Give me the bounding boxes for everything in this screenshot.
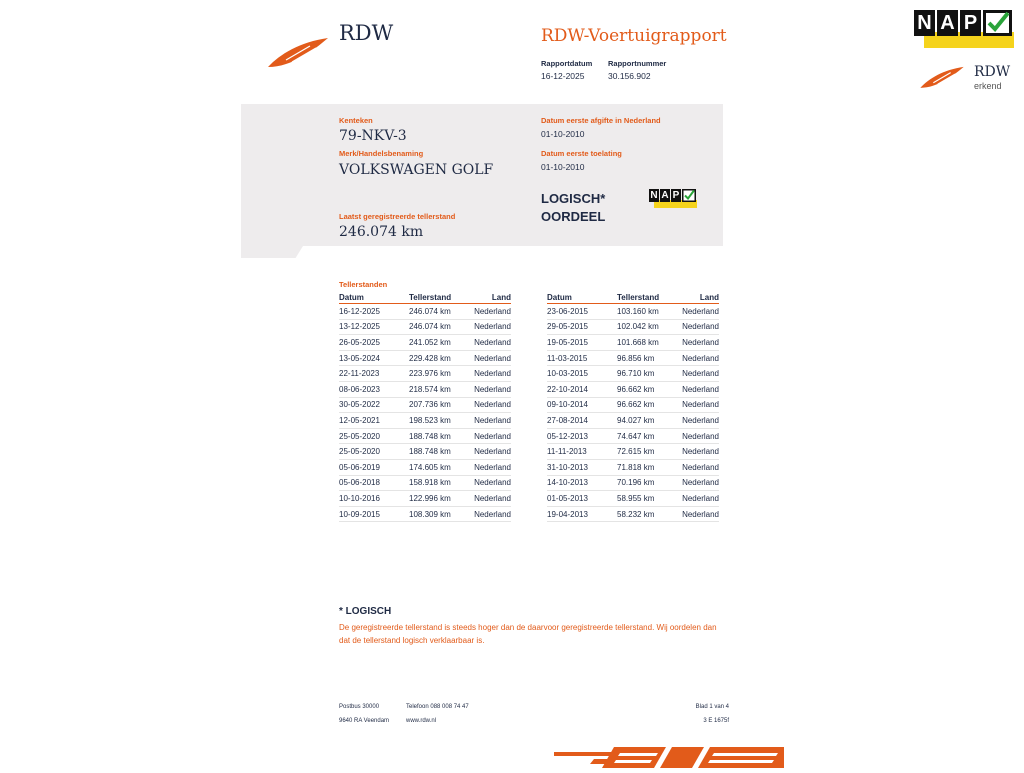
row-odometer: 218.574 km — [409, 381, 473, 397]
row-date: 13-05-2024 — [339, 350, 409, 366]
row-date: 25-05-2020 — [339, 428, 409, 444]
last-odometer-label: Laatst geregistreerde tellerstand — [339, 212, 456, 221]
row-date: 19-05-2015 — [547, 335, 617, 351]
row-odometer: 96.662 km — [617, 381, 681, 397]
row-country: Nederland — [473, 475, 511, 491]
row-country: Nederland — [473, 444, 511, 460]
nap-small-letter-n: N — [650, 190, 658, 201]
table-row — [339, 381, 511, 397]
table-row — [547, 350, 719, 366]
row-odometer: 246.074 km — [409, 304, 473, 320]
table-row — [547, 366, 719, 382]
odometer-table-right-header — [547, 292, 719, 304]
row-odometer: 58.232 km — [617, 506, 681, 522]
first-admission-value: 01-10-2010 — [541, 162, 585, 172]
row-odometer: 122.996 km — [409, 491, 473, 507]
nap-letter-n: N — [914, 10, 935, 36]
table-row — [339, 304, 511, 320]
row-odometer: 70.196 km — [617, 475, 681, 491]
row-date: 12-05-2021 — [339, 413, 409, 429]
row-country: Nederland — [681, 428, 719, 444]
col-land: Land — [473, 292, 511, 304]
row-country: Nederland — [473, 413, 511, 429]
row-country: Nederland — [681, 304, 719, 320]
footer-page: Blad 1 van 4 — [695, 704, 729, 710]
row-country: Nederland — [681, 350, 719, 366]
footer-decoration — [554, 747, 784, 768]
first-issue-nl-label: Datum eerste afgifte in Nederland — [541, 116, 661, 125]
row-date: 31-10-2013 — [547, 459, 617, 475]
row-odometer: 188.748 km — [409, 428, 473, 444]
row-date: 13-12-2025 — [339, 319, 409, 335]
row-date: 05-06-2019 — [339, 459, 409, 475]
last-odometer-value: 246.074 km — [339, 224, 424, 240]
row-country: Nederland — [473, 366, 511, 382]
row-date: 29-05-2015 — [547, 319, 617, 335]
row-date: 23-06-2015 — [547, 304, 617, 320]
plate-value: 79-NKV-3 — [339, 128, 407, 144]
table-row — [547, 506, 719, 522]
row-odometer: 74.647 km — [617, 428, 681, 444]
row-odometer: 246.074 km — [409, 319, 473, 335]
vehicle-info-band-tab — [241, 246, 303, 258]
report-number: 30.156.902 — [608, 71, 651, 81]
table-row — [547, 428, 719, 444]
row-date: 16-12-2025 — [339, 304, 409, 320]
first-admission-label: Datum eerste toelating — [541, 149, 622, 158]
odometer-table-left-header — [339, 292, 511, 304]
row-odometer: 103.160 km — [617, 304, 681, 320]
table-row — [339, 506, 511, 522]
row-odometer: 229.428 km — [409, 350, 473, 366]
footnote-title: * LOGISCH — [339, 606, 392, 617]
plate-label: Kenteken — [339, 116, 373, 125]
nap-letter-a: A — [937, 10, 958, 36]
row-odometer: 223.976 km — [409, 366, 473, 382]
table-row — [547, 475, 719, 491]
row-date: 30-05-2022 — [339, 397, 409, 413]
odometer-table-right-body — [547, 304, 719, 522]
table-row — [339, 350, 511, 366]
table-row — [339, 335, 511, 351]
rdw-erkend-logo — [918, 62, 1018, 92]
odometer-table-left-body — [339, 304, 511, 522]
row-date: 05-06-2018 — [339, 475, 409, 491]
row-country: Nederland — [473, 428, 511, 444]
row-country: Nederland — [473, 491, 511, 507]
row-odometer: 108.309 km — [409, 506, 473, 522]
nap-small-letter-p: P — [672, 190, 680, 201]
table-row — [547, 459, 719, 475]
row-odometer: 207.736 km — [409, 397, 473, 413]
row-date: 25-05-2020 — [339, 444, 409, 460]
make-label: Merk/Handelsbenaming — [339, 149, 424, 158]
verdict-line1: LOGISCH* — [541, 191, 606, 206]
row-date: 27-08-2014 — [547, 413, 617, 429]
row-odometer: 96.856 km — [617, 350, 681, 366]
table-row — [339, 397, 511, 413]
row-odometer: 188.748 km — [409, 444, 473, 460]
row-country: Nederland — [681, 444, 719, 460]
table-row — [339, 459, 511, 475]
col-datum: Datum — [339, 292, 409, 304]
row-odometer: 241.052 km — [409, 335, 473, 351]
row-country: Nederland — [473, 397, 511, 413]
row-country: Nederland — [473, 506, 511, 522]
row-date: 10-03-2015 — [547, 366, 617, 382]
row-country: Nederland — [681, 381, 719, 397]
report-number-label: Rapportnummer — [608, 59, 667, 68]
make-value: VOLKSWAGEN GOLF — [339, 162, 494, 178]
report-date-label: Rapportdatum — [541, 59, 593, 68]
row-date: 19-04-2013 — [547, 506, 617, 522]
rdw-brand-text: RDW — [339, 21, 394, 45]
col-tellerstand: Tellerstand — [409, 292, 473, 304]
rdw-erkend-sub: erkend — [974, 81, 1002, 91]
row-odometer: 71.818 km — [617, 459, 681, 475]
rdw-erkend-feather-icon — [918, 64, 966, 90]
table-row — [339, 413, 511, 429]
row-country: Nederland — [681, 491, 719, 507]
footnote-text-line2: dat de tellerstand logisch verklaarbaar is. — [339, 636, 485, 645]
row-country: Nederland — [473, 319, 511, 335]
row-odometer: 58.955 km — [617, 491, 681, 507]
row-date: 22-11-2023 — [339, 366, 409, 382]
row-country: Nederland — [681, 335, 719, 351]
row-country: Nederland — [473, 335, 511, 351]
row-country: Nederland — [681, 459, 719, 475]
col-tellerstand: Tellerstand — [617, 292, 681, 304]
row-odometer: 102.042 km — [617, 319, 681, 335]
footnote-text-line1: De geregistreerde tellerstand is steeds hoger dan de daarvoor geregistreerde tellerstand. Wij oordelen dan — [339, 623, 717, 632]
row-country: Nederland — [473, 350, 511, 366]
report-title: RDW-Voertuigrapport — [541, 26, 727, 46]
row-odometer: 96.710 km — [617, 366, 681, 382]
row-date: 10-09-2015 — [339, 506, 409, 522]
row-country: Nederland — [473, 381, 511, 397]
odometer-table-left — [339, 292, 511, 522]
footer-address-line1: Postbus 30000 — [339, 704, 380, 710]
report-date: 16-12-2025 — [541, 71, 585, 81]
row-odometer: 96.662 km — [617, 397, 681, 413]
row-country: Nederland — [681, 475, 719, 491]
table-row — [339, 319, 511, 335]
verdict-line2: OORDEEL — [541, 209, 606, 224]
row-country: Nederland — [473, 459, 511, 475]
row-date: 01-05-2013 — [547, 491, 617, 507]
nap-check-icon — [983, 10, 1012, 36]
row-odometer: 198.523 km — [409, 413, 473, 429]
row-date: 05-12-2013 — [547, 428, 617, 444]
nap-badge — [914, 10, 1014, 48]
row-date: 08-06-2023 — [339, 381, 409, 397]
footer-code: 3 E 1675f — [703, 718, 729, 724]
row-country: Nederland — [681, 366, 719, 382]
row-date: 09-10-2014 — [547, 397, 617, 413]
row-country: Nederland — [681, 506, 719, 522]
nap-small-check-icon — [682, 189, 696, 202]
footer-phone: Telefoon 088 008 74 47 — [406, 704, 469, 710]
row-date: 14-10-2013 — [547, 475, 617, 491]
row-country: Nederland — [473, 304, 511, 320]
row-odometer: 72.615 km — [617, 444, 681, 460]
table-row — [547, 381, 719, 397]
table-row — [547, 319, 719, 335]
row-odometer: 94.027 km — [617, 413, 681, 429]
row-odometer: 158.918 km — [409, 475, 473, 491]
nap-badge-small — [649, 189, 697, 209]
row-country: Nederland — [681, 397, 719, 413]
row-country: Nederland — [681, 413, 719, 429]
footer-website: www.rdw.nl — [406, 718, 437, 724]
table-row — [547, 491, 719, 507]
table-row — [339, 491, 511, 507]
rdw-logo — [266, 34, 330, 70]
col-datum: Datum — [547, 292, 617, 304]
rdw-erkend-brand: RDW — [974, 64, 1011, 80]
table-row — [339, 428, 511, 444]
table-row — [339, 366, 511, 382]
row-date: 26-05-2025 — [339, 335, 409, 351]
first-issue-nl-value: 01-10-2010 — [541, 129, 585, 139]
odometer-table-title: Tellerstanden — [339, 280, 388, 289]
row-date: 22-10-2014 — [547, 381, 617, 397]
nap-letter-p: P — [960, 10, 981, 36]
table-row — [339, 475, 511, 491]
table-row — [547, 397, 719, 413]
rdw-feather-icon — [266, 34, 330, 70]
row-date: 10-10-2016 — [339, 491, 409, 507]
table-row — [547, 413, 719, 429]
row-odometer: 174.605 km — [409, 459, 473, 475]
row-date: 11-11-2013 — [547, 444, 617, 460]
col-land: Land — [681, 292, 719, 304]
row-country: Nederland — [681, 319, 719, 335]
nap-small-letter-a: A — [661, 190, 669, 201]
table-row — [547, 444, 719, 460]
table-row — [339, 444, 511, 460]
row-odometer: 101.668 km — [617, 335, 681, 351]
odometer-table-right — [547, 292, 719, 522]
table-row — [547, 304, 719, 320]
table-row — [547, 335, 719, 351]
row-date: 11-03-2015 — [547, 350, 617, 366]
footer-address-line2: 9640 RA Veendam — [339, 718, 390, 724]
